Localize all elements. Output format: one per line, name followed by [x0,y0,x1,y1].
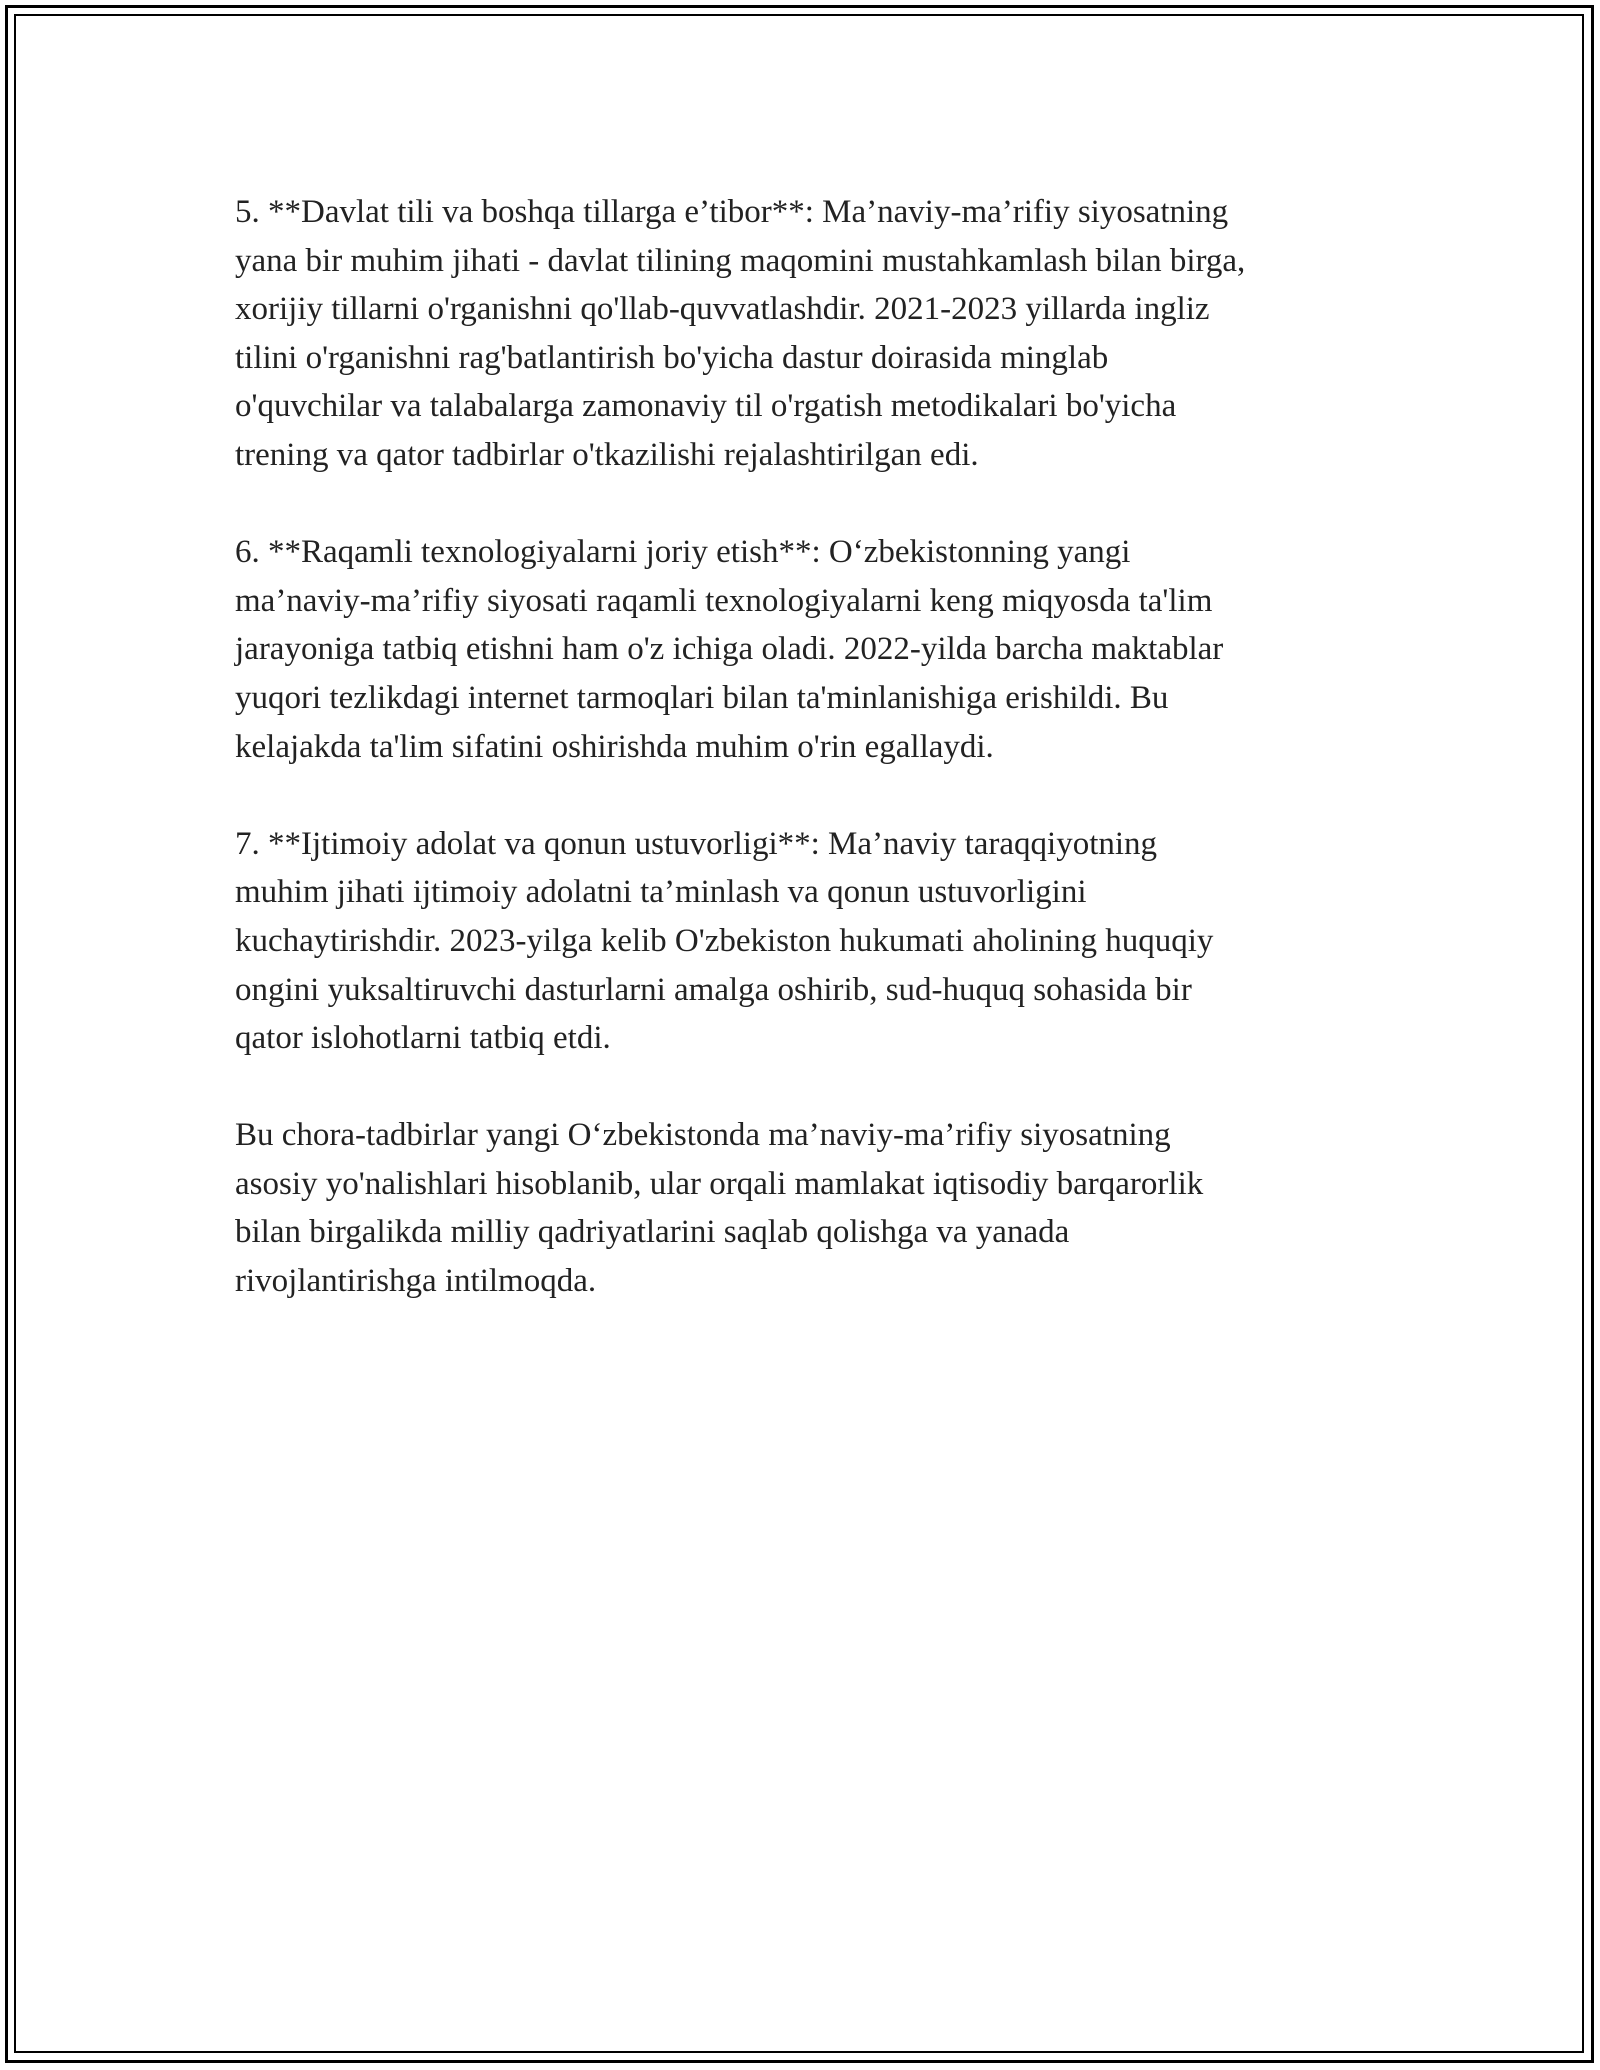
paragraph-line: yana bir muhim jihati - davlat tilining maqomini mustahkamlash bilan birga, [235,242,1246,279]
paragraph-line: qator islohotlarni tatbiq etdi. [235,1020,611,1057]
paragraph-line: 6. **Raqamli texnologiyalarni joriy etish**: O‘zbekistonning yangi [235,534,1131,571]
paragraph-line: Bu chora-tadbirlar yangi O‘zbekistonda ma’naviy-ma’rifiy siyosatning [235,1117,1171,1154]
paragraph-line: asosiy yo'nalishlari hisoblanib, ular orqali mamlakat iqtisodiy barqarorlik [235,1165,1204,1202]
paragraph-line: rivojlantirishga intilmoqda. [235,1263,597,1300]
paragraph-line: ongini yuksaltiruvchi dasturlarni amalga oshirib, sud-huquq sohasida bir [235,971,1192,1008]
paragraph-line: jarayoniga tatbiq etishni ham o'z ichiga oladi. 2022-yilda barcha maktablar [235,631,1224,668]
paragraph-line: 5. **Davlat tili va boshqa tillarga e’tibor**: Ma’naviy-ma’rifiy siyosatning [235,194,1229,230]
paragraph-item-6 [235,528,1365,771]
paragraph-line: xorijiy tillarni o'rganishni qo'llab-quvvatlashdir. 2021-2023 yillarda ingliz [235,291,1210,328]
paragraph-line: kuchaytirishdir. 2023-yilga kelib O'zbekiston hukumati aholining huquqiy [235,922,1214,959]
paragraph-line: ma’naviy-ma’rifiy siyosati raqamli texnologiyalarni keng miqyosda ta'lim [235,582,1213,619]
paragraph-line: o'quvchilar va talabalarga zamonaviy til o'rgatish metodikalari bo'yicha [235,388,1177,425]
paragraph-line: kelajakda ta'lim sifatini oshirishda muhim o'rin egallaydi. [235,728,994,765]
paragraph-line: 7. **Ijtimoiy adolat va qonun ustuvorligi**: Ma’naviy taraqqiyotning [235,825,1158,862]
paragraph-line: yuqori tezlikdagi internet tarmoqlari bilan ta'minlanishiga erishildi. Bu [235,679,1169,716]
document-body [235,188,1365,1354]
paragraph-line: muhim jihati ijtimoiy adolatni ta’minlash va qonun ustuvorligini [235,874,1087,911]
paragraph-line: tilini o'rganishni rag'batlantirish bo'yicha dastur doirasida minglab [235,339,1109,376]
paragraph-item-7 [235,820,1365,1063]
paragraph-conclusion [235,1111,1365,1305]
paragraph-item-5 [235,188,1365,480]
paragraph-line: bilan birgalikda milliy qadriyatlarini saqlab qolishga va yanada [235,1214,1070,1251]
paragraph-line: trening va qator tadbirlar o'tkazilishi rejalashtirilgan edi. [235,436,979,473]
